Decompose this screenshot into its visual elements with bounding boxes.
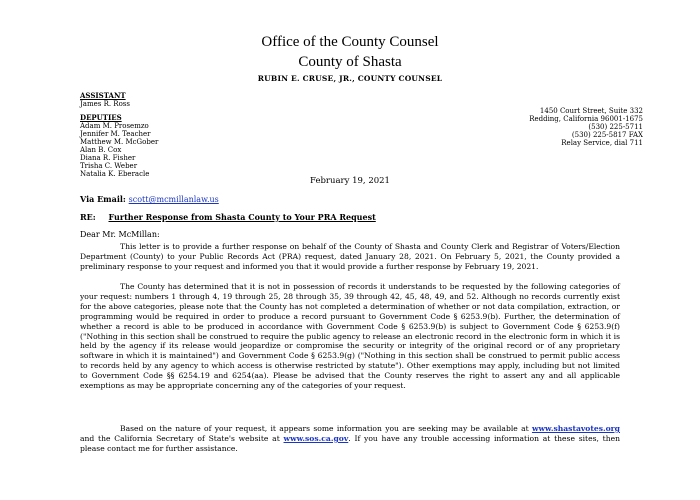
deputy-name: Matthew M. McGober (80, 138, 159, 146)
salutation: Dear Mr. McMillan: (80, 230, 160, 239)
shastavotes-link[interactable]: www.shastavotes.org (531, 424, 620, 433)
deputy-name: Adam M. Prosemzo (80, 122, 149, 130)
p3-text-c: . If you have any trouble accessing information at these sites, then please contact me for further assistance. (80, 433, 620, 453)
address-fax: (530) 225-5817 FAX (571, 131, 643, 139)
address-street: 1450 Court Street, Suite 332 (539, 107, 643, 115)
assistant-heading: ASSISTANT (80, 91, 126, 100)
assistant-name: James R. Ross (80, 100, 130, 108)
deputy-name: Diana R. Fisher (80, 154, 136, 162)
office-address (529, 107, 643, 147)
assistant-block (80, 92, 130, 108)
p3-text-a: Based on the nature of your request, it appears some information you are seeking may be available at (120, 424, 532, 433)
address-relay: Relay Service, dial 711 (561, 139, 643, 147)
recipient-email-link[interactable]: scott@mcmillanlaw.us (128, 195, 219, 204)
county-counsel-name: RUBIN E. CRUSE, JR., COUNTY COUNSEL (257, 74, 443, 83)
address-phone: (530) 225-5711 (588, 123, 643, 131)
body-paragraph-2: The County has determined that it is not in possession of records it understands to be requested by the following categories of your request: numbers 1 through 4, 19 through 25, 28 through 35, 39 through 42, 45, 48, 49, and 52. Although no records currently exist for the above categories, please note that the County has not completed a determination of whether or not data compilation, extraction, or programming would be required in order to produce a record pursuant to Government Code § 6253.9(b). Further, the determination of whether a record is able to be produced in accordance with Government Code § 6253.9(b) is subject to Government Code § 6253.9(f) ("Nothing in this section shall be construed to require the public agency to release an electronic record in the electronic form in which it is held by the agency if its release would jeopardize or compromise the security or integrity of the original record or of any proprietary software in which it is maintained") and Government Code § 6253.9(g) ("Nothing in this section shall be construed to permit public access to records held by any agency to which access is otherwise restricted by statute"). Other exemptions may apply, including but not limited to Government Code §§ 6254.19 and 6254(aa). Please be advised that the County reserves the right to assert any and all applicable exemptions as may be appropriate concerning any of the categories of your request. (80, 282, 620, 391)
re-subject: Further Response from Shasta County to Your PRA Request (108, 212, 376, 222)
deputy-name: Alan B. Cox (80, 146, 122, 154)
office-title: Office of the County Counsel (261, 34, 439, 50)
via-email-label: Via Email: (80, 194, 126, 204)
via-email-line (80, 194, 219, 204)
deputy-name: Trisha C. Weber (80, 162, 138, 170)
letter-date: February 19, 2021 (310, 176, 390, 186)
address-city: Redding, California 96001-1675 (529, 115, 643, 123)
re-line (80, 212, 376, 222)
deputies-block (80, 114, 158, 178)
county-title: County of Shasta (298, 54, 402, 70)
deputies-heading: DEPUTIES (80, 113, 122, 122)
body-paragraph-1: This letter is to provide a further response on behalf of the County of Shasta and County Clerk and Registrar of Voters/Election Department (County) to your Public Records Act (PRA) request, dated January 28, 2021. On February 5, 2021, the County provided a preliminary response to your request and informed you that it would provide a further response by February 19, 2021. (80, 242, 620, 271)
body-paragraph-3 (80, 424, 620, 454)
re-label: RE: (80, 212, 96, 222)
deputy-name: Jennifer M. Teacher (80, 130, 151, 138)
deputy-name: Natalia K. Eberacle (80, 170, 150, 178)
p3-text-b: and the California Secretary of State's website at (80, 433, 284, 443)
sos-link[interactable]: www.sos.ca.gov (283, 433, 349, 443)
